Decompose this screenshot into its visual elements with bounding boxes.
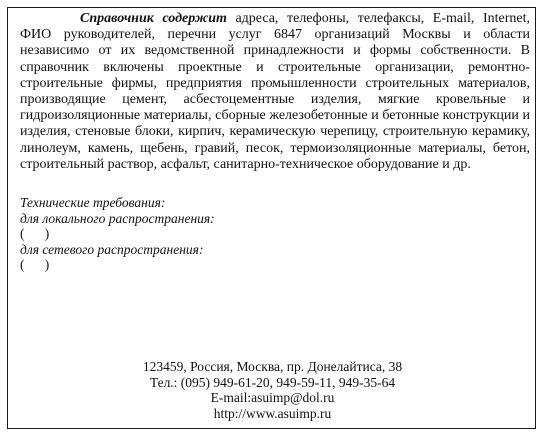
contact-email: E-mail:asuimp@dol.ru [210,390,335,406]
intro-paragraph [20,11,530,173]
network-distribution-label: для сетевого распространения: [20,241,204,257]
contact-address: 123459, Россия, Москва, пр. Донелайтиса, 38 [142,359,403,374]
local-distribution-label: для локального распространения: [20,210,215,226]
contact-block [0,359,545,421]
technical-requirements [20,195,500,273]
contact-phones: Тел.: (095) 949-61-20, 949-59-11, 949-35-64 [149,374,396,390]
contact-website: http://www.asuimp.ru [213,405,332,421]
requirements-heading: Технические требования: [20,195,166,210]
network-distribution-field: ( ) [20,257,50,272]
intro-body: адреса, телефоны, телефаксы, E-mail, Internet, ФИО руководителей, перечни услуг 6847 организаций Москвы и области независимо от их ведомственной принадлежности и формы собственности. В справочник включены проектные и строительные организации, ремонтно-строительные фирмы, предприятия промышленности строительных материалов, производящие цемент, асбестоцементные изделия, мягкие кровельные и гидроизоляционные материалы, сборные железобетонные и бетонные конструкции и изделия, стеновые блоки, кирпич, керамическую черепицу, строительную керамику, линолеум, камень, щебень, гравий, песок, термоизоляционные материалы, бетон, строительный раствор, асфальт, санитарно-техническое оборудование и др. [20,11,530,172]
intro-lead: Справочник содержит [80,11,227,26]
local-distribution-field: ( ) [20,226,50,241]
